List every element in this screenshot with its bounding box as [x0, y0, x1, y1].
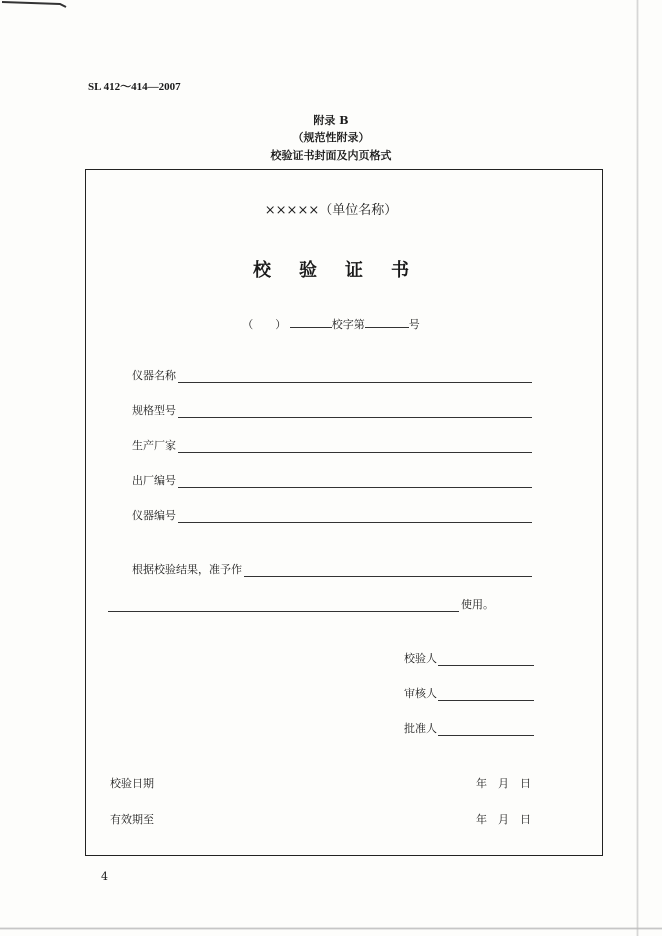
page-number: 4 [101, 870, 108, 883]
annex-subtitle: （规范性附录） [292, 131, 370, 144]
certificate-number-line [0, 316, 662, 332]
signatory-checker [404, 650, 534, 666]
scan-edge-bottom [0, 927, 662, 930]
conclusion-label: 根据校验结果，准予作 [132, 563, 242, 576]
field-instrument-number [132, 507, 532, 523]
month-label: 月 [498, 777, 509, 790]
usage-row [108, 596, 494, 612]
standard-code: SL 412～414—2007 [88, 81, 181, 93]
date-label-valid-until: 有效期至 [110, 813, 154, 826]
signatory-label: 校验人 [404, 652, 437, 665]
field-blank[interactable] [178, 406, 532, 418]
date-label-calibration: 校验日期 [110, 777, 154, 790]
field-model [132, 402, 532, 418]
field-instrument-name [132, 367, 532, 383]
field-manufacturer [132, 437, 532, 453]
field-serial-number [132, 472, 532, 488]
number-blank-2[interactable] [365, 317, 409, 328]
day-label: 日 [520, 813, 531, 826]
field-label: 生产厂家 [132, 439, 176, 452]
field-blank[interactable] [178, 371, 532, 383]
annex-caption: 校验证书封面及内页格式 [270, 149, 392, 162]
year-label: 年 [476, 813, 487, 826]
usage-blank[interactable] [108, 600, 459, 612]
scan-artifact-top-left [0, 0, 70, 8]
field-blank[interactable] [178, 441, 532, 453]
signatory-blank[interactable] [438, 724, 534, 736]
date-ymd-calibration [476, 775, 542, 791]
field-label: 出厂编号 [132, 474, 176, 487]
usage-suffix: 使用。 [461, 598, 494, 611]
conclusion-blank[interactable] [244, 565, 532, 577]
certificate-title: 校验证书 [253, 260, 437, 281]
conclusion-row [132, 561, 532, 577]
signatory-label: 审核人 [404, 687, 437, 700]
field-label: 仪器名称 [132, 369, 176, 382]
day-label: 日 [520, 777, 531, 790]
signatory-blank[interactable] [438, 654, 534, 666]
number-blank-1[interactable] [290, 317, 332, 328]
number-suffix: 号 [408, 318, 420, 331]
field-blank[interactable] [178, 511, 532, 523]
number-middle: 校字第 [331, 318, 365, 331]
field-label: 仪器编号 [132, 509, 176, 522]
date-ymd-valid-until [476, 811, 542, 827]
month-label: 月 [498, 813, 509, 826]
year-label: 年 [476, 777, 487, 790]
unit-name: ×××××（单位名称） [264, 203, 398, 218]
number-prefix: （ ） [242, 318, 287, 331]
signatory-reviewer [404, 685, 534, 701]
field-blank[interactable] [178, 476, 532, 488]
signatory-approver [404, 720, 534, 736]
signatory-label: 批准人 [404, 722, 437, 735]
field-label: 规格型号 [132, 404, 176, 417]
annex-title: 附录 B [313, 114, 349, 127]
signatory-blank[interactable] [438, 689, 534, 701]
